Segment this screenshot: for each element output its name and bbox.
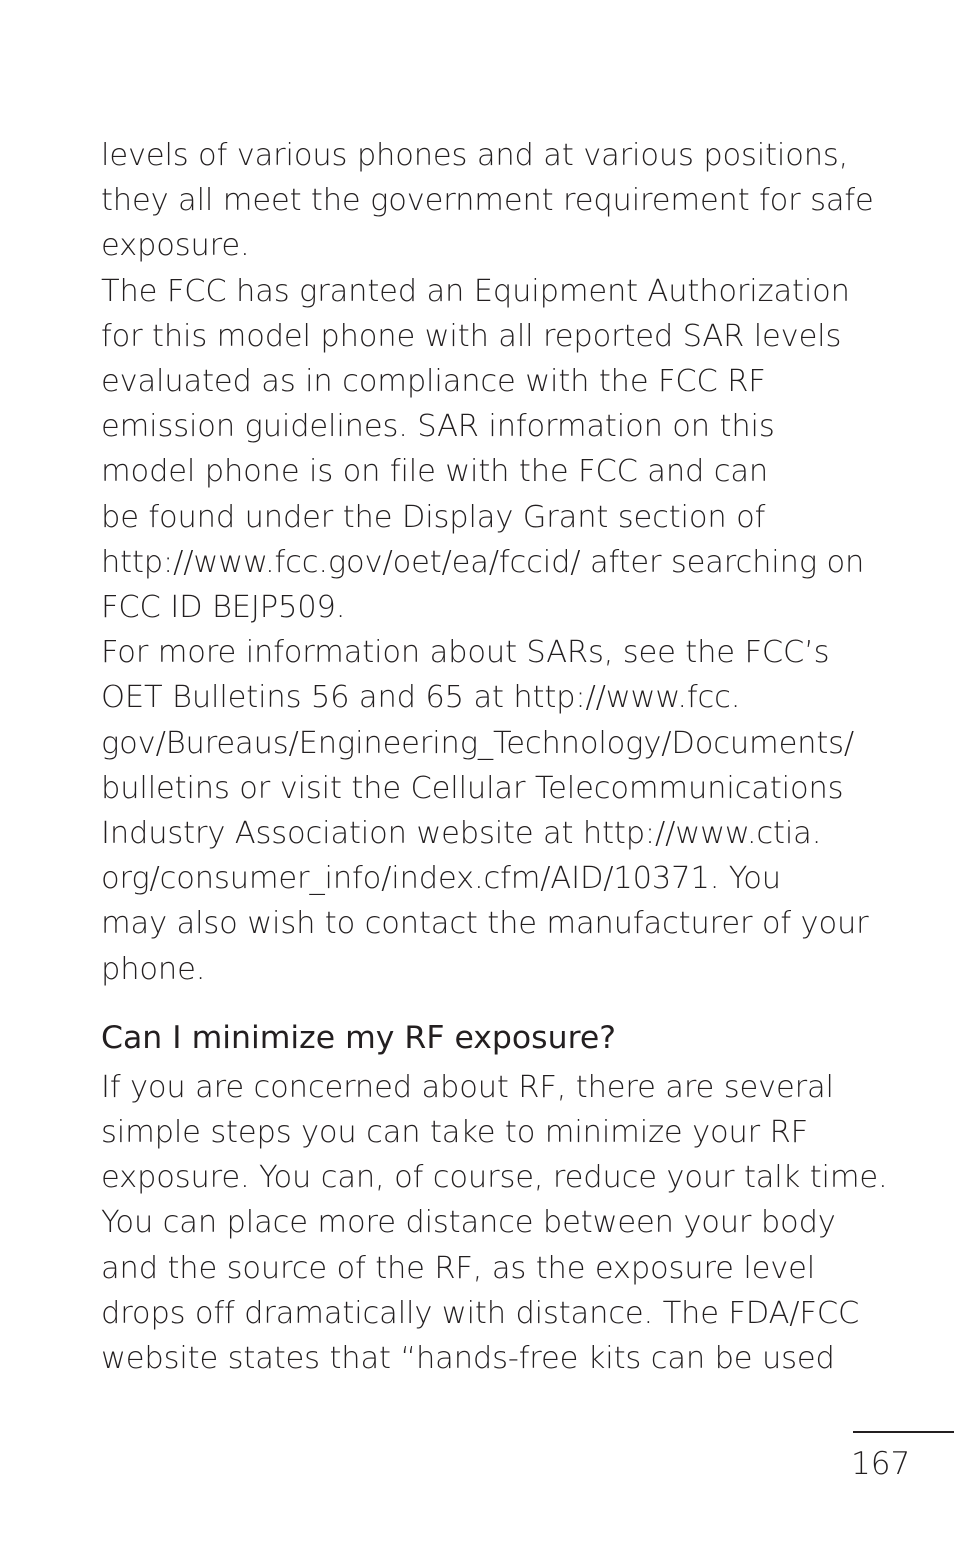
text-line: If you are concerned about RF, there are several [101,1069,834,1105]
text-line: they all meet the government requirement for safe [101,183,874,219]
text-line: emission guidelines. SAR information on this [101,409,775,445]
text-line: for this model phone with all reported SAR levels [101,318,842,354]
text-line: may also wish to contact the manufacturer of your [101,906,869,942]
text-line: phone. [101,951,206,987]
text-line: and the source of the RF, as the exposure level [101,1250,816,1286]
page-number: 167 [851,1446,911,1482]
text-line: OET Bulletins 56 and 65 at http://www.fcc. [101,680,741,716]
text-line: model phone is on file with the FCC and can [101,454,769,490]
text-line: For more information about SARs, see the FCC’s [101,635,830,671]
text-line: org/consumer_info/index.cfm/AID/10371. You [101,861,781,897]
page-content [101,133,901,1381]
text-line: Industry Association website at http://www.ctia. [101,816,822,852]
section-heading: Can I minimize my RF exposure? [101,1019,616,1056]
text-line: levels of various phones and at various positions, [101,138,849,173]
paragraph-3 [101,630,901,992]
text-line: simple steps you can take to minimize your RF [101,1115,809,1151]
text-line: exposure. You can, of course, reduce your talk time. [101,1160,888,1196]
text-line: http://www.fcc.gov/oet/ea/fccid/ after searching on [101,544,865,580]
text-line: drops off dramatically with distance. The FDA/FCC [101,1295,860,1331]
text-line: gov/Bureaus/Engineering_Technology/Documents/ [101,725,855,761]
section-paragraph [101,1065,901,1381]
text-line: FCC ID BEJP509. [101,590,346,626]
text-line: evaluated as in compliance with the FCC RF [101,364,766,400]
paragraph-1 [101,133,901,269]
paragraph-2 [101,269,901,631]
text-line: website states that “hands-free kits can be used [101,1341,835,1377]
text-line: You can place more distance between your body [101,1205,836,1241]
text-line: be found under the Display Grant section of [101,499,766,535]
text-line: exposure. [101,228,250,264]
text-line: bulletins or visit the Cellular Telecommunications [101,770,844,806]
footer-rule [853,1431,954,1433]
text-line: The FCC has granted an Equipment Authorization [101,273,850,309]
